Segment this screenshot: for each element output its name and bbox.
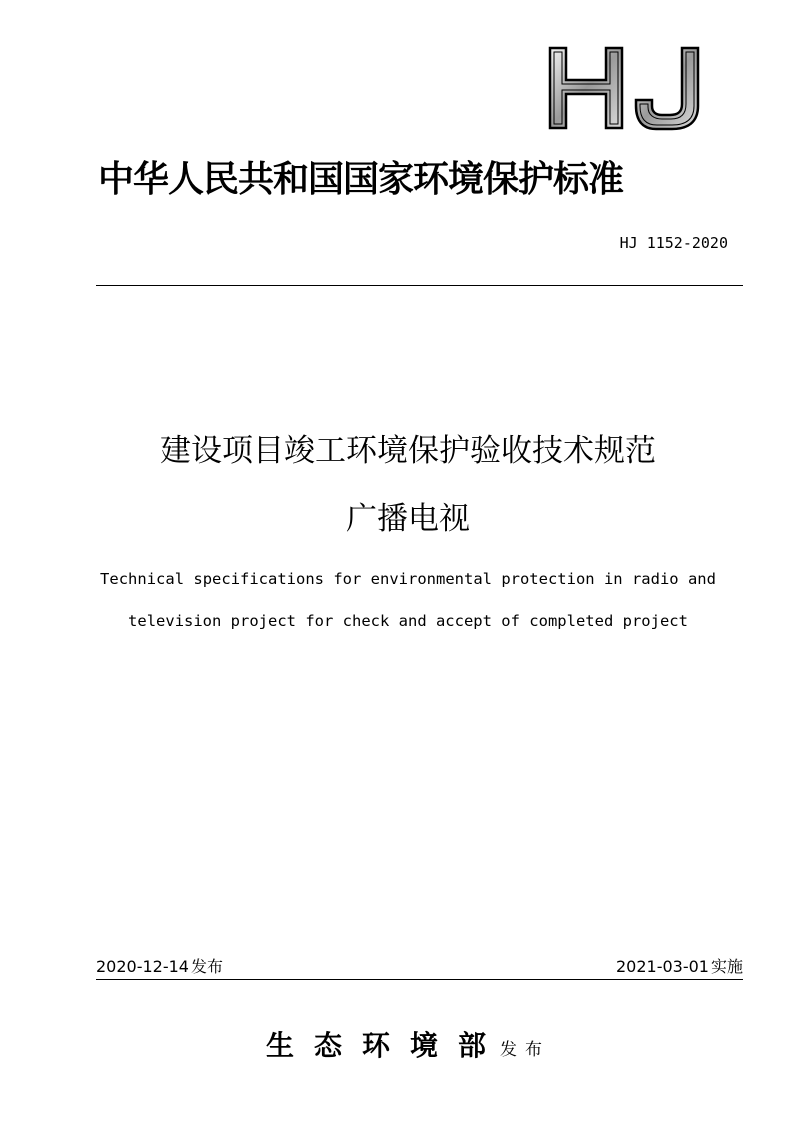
issue-date-block (96, 956, 223, 978)
effective-label: 实施 (710, 957, 743, 976)
effective-date: 2021-03-01 (616, 957, 709, 976)
organization-title: 中华人民共和国国家环境保护标准 (98, 158, 624, 200)
logo-letter-h (550, 48, 622, 128)
bottom-divider (96, 979, 743, 980)
document-subtitle: 广播电视 (346, 501, 470, 537)
english-title-line-2: television project for check and accept of completed project (128, 612, 688, 630)
top-divider (96, 285, 743, 286)
issuer-suffix: 发布 (500, 1040, 550, 1060)
standard-code: HJ 1152-2020 (619, 234, 728, 252)
effective-date-block (616, 956, 743, 978)
english-title-line-1: Technical specifications for environmental protection in radio and (100, 570, 716, 588)
issuer-name: 生态环境部 (265, 1029, 506, 1062)
logo-letter-j (636, 48, 698, 129)
date-row (96, 956, 743, 978)
document-title: 建设项目竣工环境保护验收技术规范 (160, 433, 656, 469)
issue-date: 2020-12-14 (96, 957, 189, 976)
hj-logo (544, 44, 708, 132)
issue-label: 发布 (190, 957, 223, 976)
issuer-line (0, 1026, 800, 1070)
